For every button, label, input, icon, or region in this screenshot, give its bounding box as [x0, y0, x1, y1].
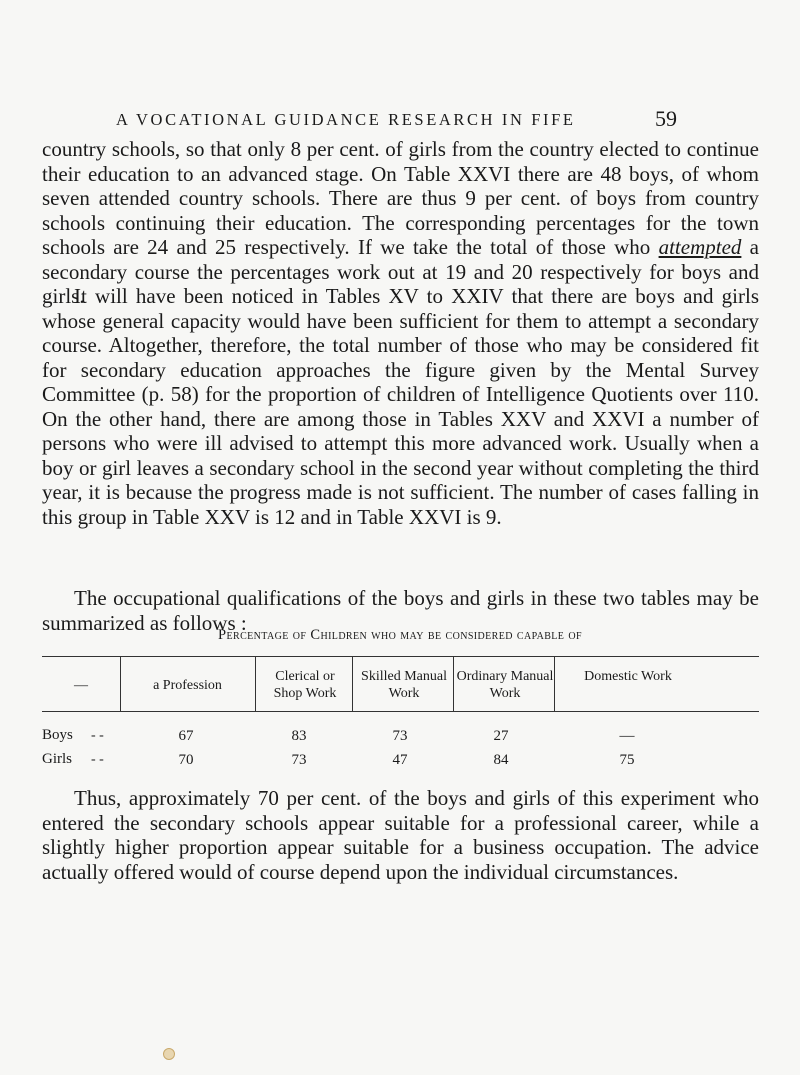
cell-girls-profession: 70 [178, 752, 194, 768]
column-header-clerical: Clerical or Shop Work [273, 669, 337, 701]
column-divider [255, 656, 256, 711]
table-header-rule [42, 711, 759, 712]
cell-boys-profession: 67 [178, 728, 194, 744]
table-caption: Percentage of Children who may be considered capable of [218, 627, 582, 643]
row-leader-dots: - - [91, 728, 104, 743]
page-number: 59 [655, 106, 677, 131]
paragraph-1-emphasis: attempted [658, 235, 742, 259]
table-top-rule [42, 656, 759, 657]
column-header-domestic: Domestic Work [584, 669, 672, 684]
cell-boys-ordinary: 27 [493, 728, 509, 744]
paragraph-1 [42, 137, 759, 309]
row-leader-dots: - - [91, 752, 104, 767]
cell-boys-domestic: — [619, 728, 635, 744]
paragraph-4: Thus, approximately 70 per cent. of the boys and girls of this experiment who entered the secondary schools appear suitable for a professional career, while a slightly higher proportion appear suitable for a business occupation. The advice actually offered would of course depend upon the individual circumstances. [42, 786, 759, 884]
cell-girls-skilled: 47 [392, 752, 408, 768]
column-header-skilled: Skilled Manual Work [361, 669, 447, 701]
column-header-stub: — [74, 678, 88, 693]
row-label-boys: Boys [42, 727, 73, 743]
cell-boys-skilled: 73 [392, 728, 408, 744]
paper-stain [163, 1048, 175, 1060]
paragraph-1-text: country schools, so that only 8 per cent. of girls from the country elected to continue their education to an advanced stage. On Table XXVI there are 48 boys, of whom seven attended country schools. There are thus 9 per cent. of boys from country schools continuing their education. The corresponding percentages for the town schools are 24 and 25 respectively. If we take the total of those who [42, 137, 759, 259]
paragraph-1-rest: a secondary course the percentages work out at 19 and 20 respectively for boys and girls. [42, 235, 759, 308]
column-divider [352, 656, 353, 711]
cell-girls-ordinary: 84 [493, 752, 509, 768]
row-label-girls: Girls [42, 751, 72, 767]
cell-girls-domestic: 75 [619, 752, 635, 768]
cell-boys-clerical: 83 [291, 728, 307, 744]
paragraph-2: It will have been noticed in Tables XV to XXIV that there are boys and girls whose general capacity would have been sufficient for them to attempt a secondary course. Altogether, therefore, the total number of those who may be considered fit for secondary education approaches the figure given by the Mental Survey Committee (p. 58) for the proportion of children of Intelligence Quotients over 110. On the other hand, there are among those in Tables XXV and XXVI a number of persons who were ill advised to attempt this more advanced work. Usually when a boy or girl leaves a secondary school in the second year without completing the third year, it is because the progress made is not sufficient. The number of cases falling in this group in Table XXV is 12 and in Table XXVI is 9. [42, 284, 759, 529]
running-head: A VOCATIONAL GUIDANCE RESEARCH IN FIFE [116, 110, 576, 129]
column-header-ordinary: Ordinary Manual Work [456, 669, 554, 701]
cell-girls-clerical: 73 [291, 752, 307, 768]
paragraph-3: The occupational qualifications of the boys and girls in these two tables may be summarized as follows : [42, 586, 759, 635]
column-header-profession: a Profession [153, 678, 222, 693]
